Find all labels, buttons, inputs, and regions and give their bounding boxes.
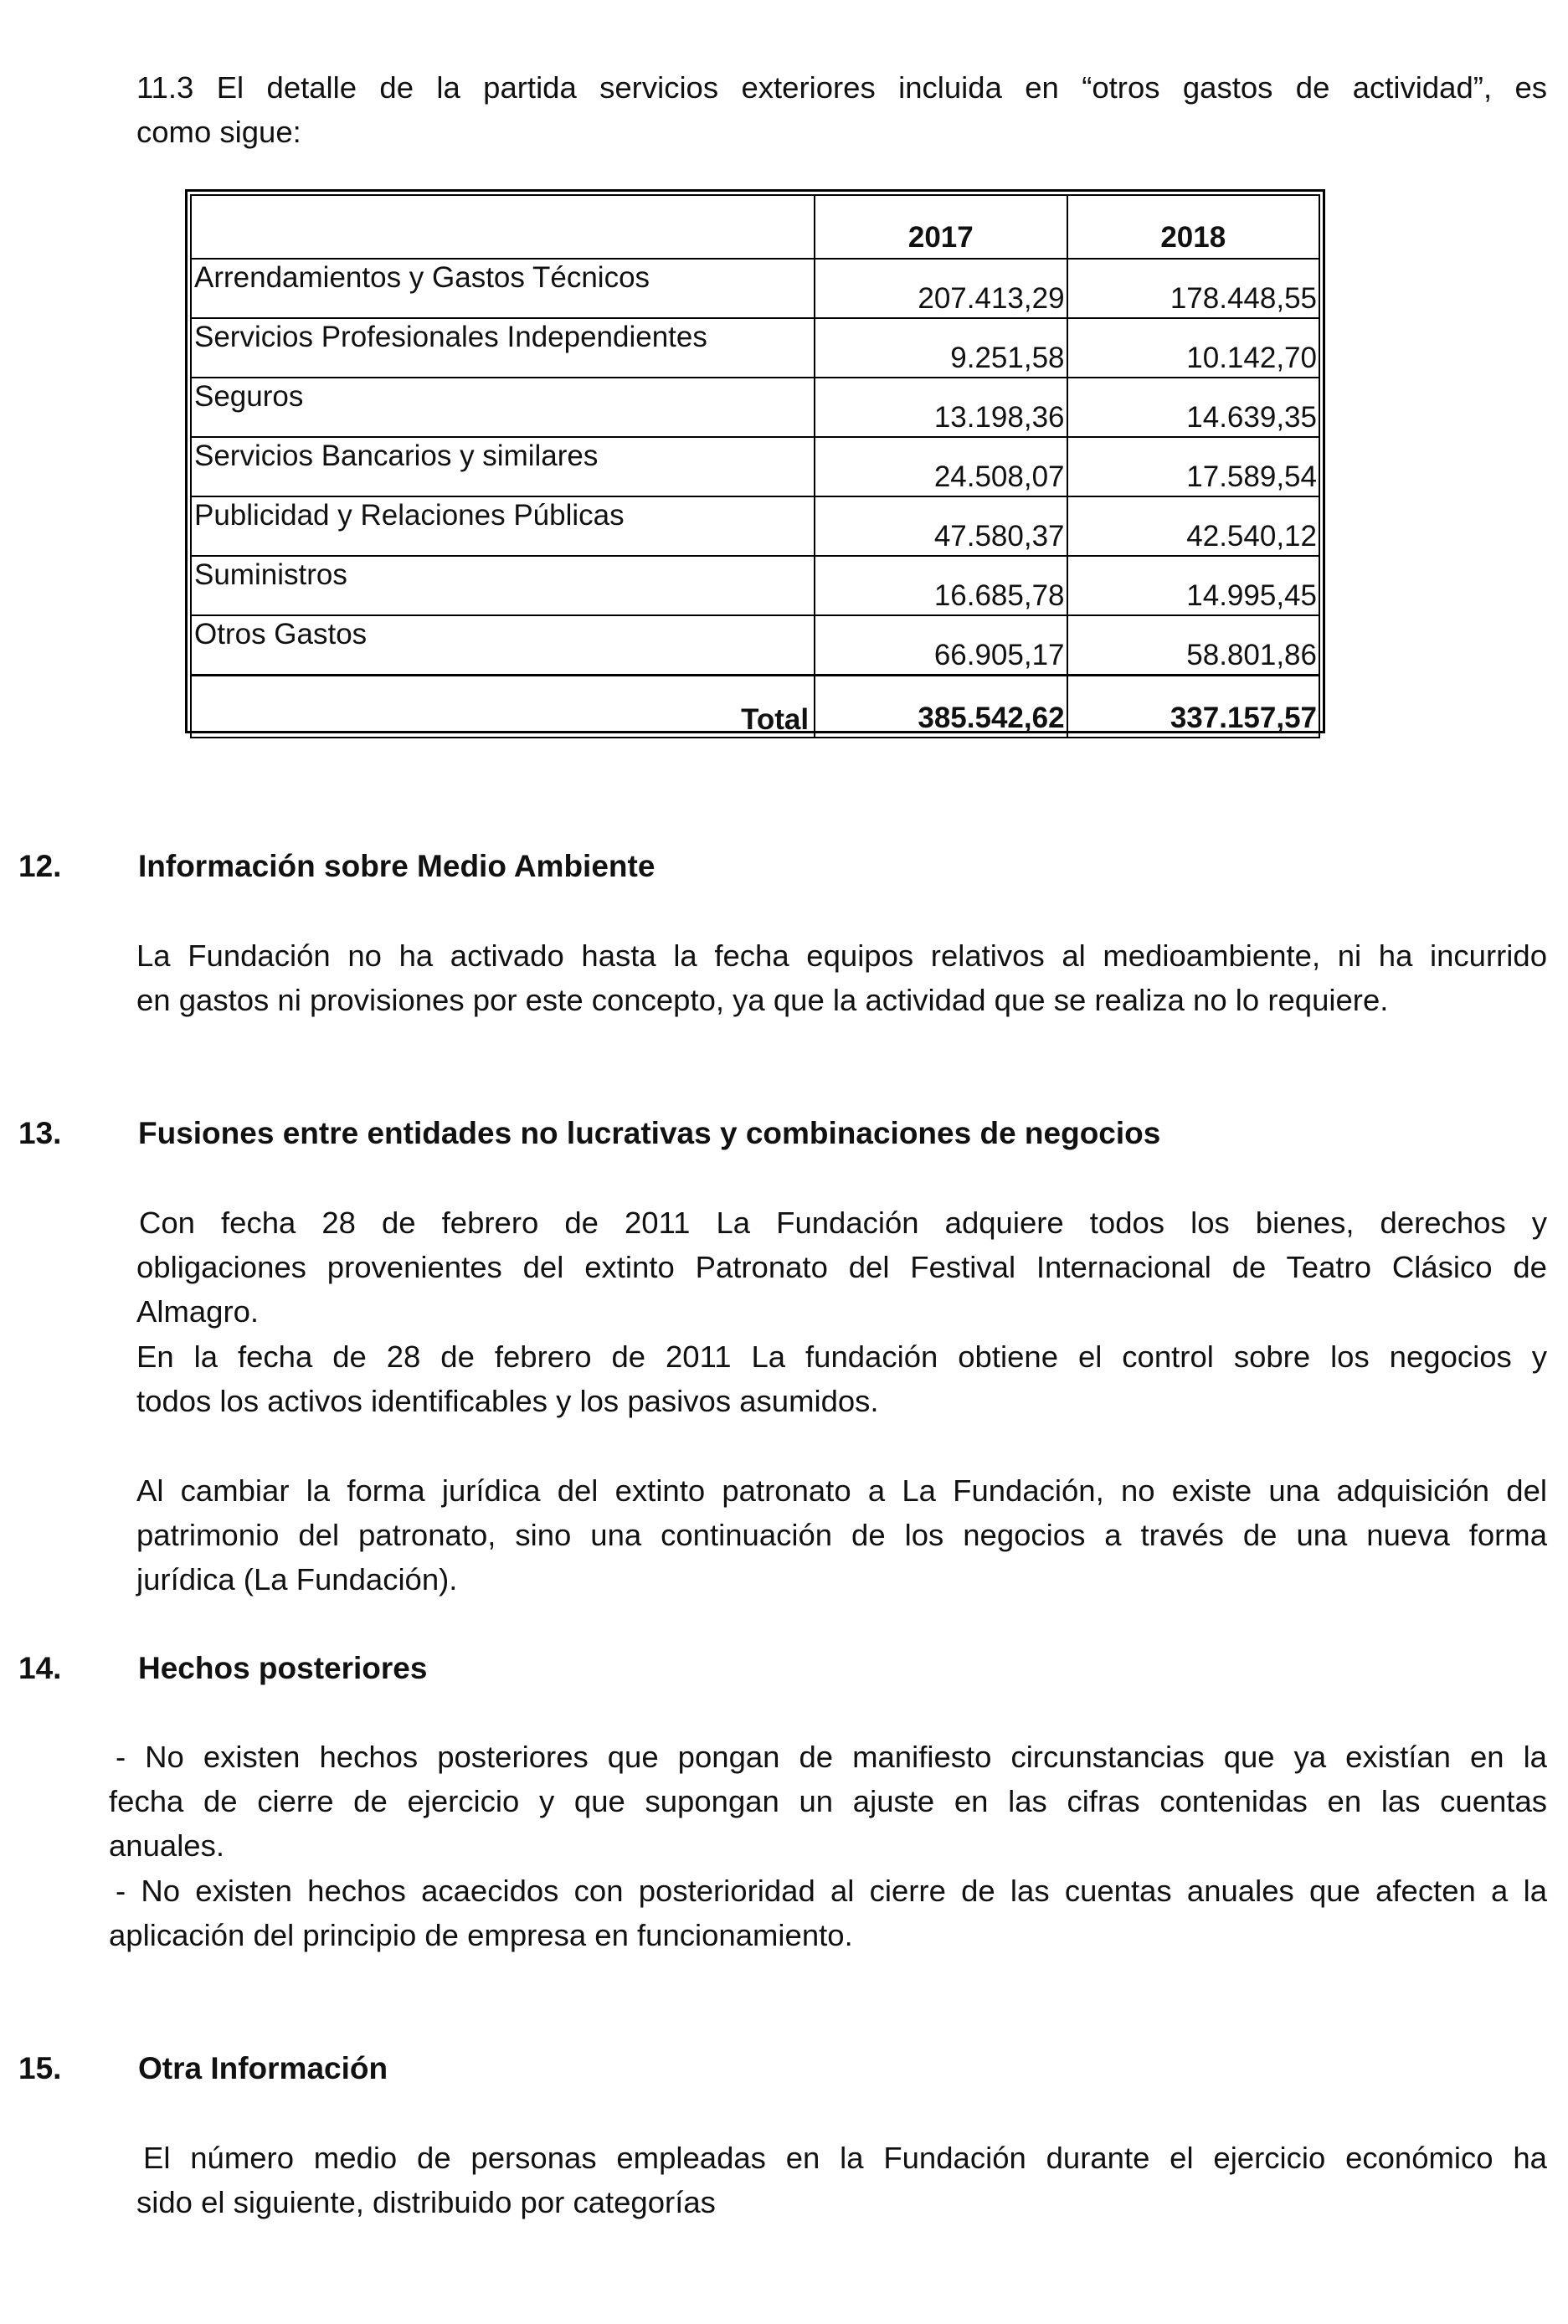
row-value-2018: 17.589,54 (1067, 437, 1319, 496)
total-value-2017: 385.542,62 (815, 676, 1067, 738)
text-line: patrimonio del patronato, sino una continuación de los negocios a través de una nueva forma (136, 1518, 1547, 1552)
text-line: - No existen hechos acaecidos con posterioridad al cierre de las cuentas anuales que afecten a la (116, 1874, 1547, 1908)
row-label: Suministros (191, 556, 815, 615)
row-label: Arrendamientos y Gastos Técnicos (191, 259, 815, 318)
text-line: La Fundación no ha activado hasta la fecha equipos relativos al medioambiente, ni ha incurrido (136, 938, 1547, 973)
section-13-paragraph-2 (136, 1334, 1547, 1423)
row-value-2018: 10.142,70 (1067, 318, 1319, 378)
text-line: El número medio de personas empleadas en la Fundación durante el ejercicio económico ha (143, 2141, 1547, 2175)
table-row (191, 378, 1319, 437)
text-line: aplicación del principio de empresa en funcionamiento. (109, 1918, 853, 1952)
table-header-empty (191, 195, 815, 259)
total-value-2018: 337.157,57 (1067, 676, 1319, 738)
row-label: Seguros (191, 378, 815, 437)
table-row (191, 496, 1319, 556)
text-line: En la fecha de 28 de febrero de 2011 La fundación obtiene el control sobre los negocios y (136, 1339, 1547, 1374)
table-row (191, 556, 1319, 615)
text-line: jurídica (La Fundación). (136, 1562, 458, 1596)
services-table (185, 189, 1325, 736)
text-line: como sigue: (136, 115, 301, 149)
row-value-2017: 24.508,07 (815, 437, 1067, 496)
section-14-paragraph-1 (109, 1735, 1547, 1868)
text-line: Almagro. (136, 1294, 260, 1329)
row-value-2018: 58.801,86 (1067, 615, 1319, 676)
section-13-number: 13. (18, 1116, 62, 1150)
table-row (191, 259, 1319, 318)
row-value-2017: 9.251,58 (815, 318, 1067, 378)
section-12-number: 12. (18, 849, 62, 883)
section-11-3-intro (136, 65, 1547, 154)
text-line: Con fecha 28 de febrero de 2011 La Fundación adquiere todos los bienes, derechos y (139, 1206, 1547, 1240)
table-row (191, 437, 1319, 496)
row-value-2018: 14.995,45 (1067, 556, 1319, 615)
table-header-2018: 2018 (1067, 195, 1319, 259)
text-line: anuales. (109, 1828, 224, 1863)
row-label: Servicios Profesionales Independientes (191, 318, 815, 378)
text-line: sido el siguiente, distribuido por categorías (136, 2185, 716, 2219)
row-value-2018: 42.540,12 (1067, 496, 1319, 556)
section-14-number: 14. (18, 1651, 62, 1685)
row-value-2017: 16.685,78 (815, 556, 1067, 615)
text-line: Al cambiar la forma jurídica del extinto patronato a La Fundación, no existe una adquisición del (136, 1473, 1547, 1508)
row-label: Publicidad y Relaciones Públicas (191, 496, 815, 556)
section-13-title: Fusiones entre entidades no lucrativas y combinaciones de negocios (138, 1116, 1161, 1150)
row-label: Servicios Bancarios y similares (191, 437, 815, 496)
section-15-paragraph (136, 2136, 1547, 2224)
text-line: fecha de cierre de ejercicio y que supongan un ajuste en las cifras contenidas en las cuentas (109, 1784, 1547, 1818)
section-14-title: Hechos posteriores (138, 1651, 428, 1685)
row-value-2017: 207.413,29 (815, 259, 1067, 318)
text-line: todos los activos identificables y los pasivos asumidos. (136, 1384, 879, 1418)
text-line: obligaciones provenientes del extinto Patronato del Festival Internacional de Teatro Clásico de (136, 1250, 1547, 1284)
section-15-title: Otra Información (138, 2051, 388, 2085)
row-label: Otros Gastos (191, 615, 815, 676)
section-14-paragraph-2 (109, 1869, 1547, 1957)
total-label: Total (191, 676, 815, 738)
row-value-2017: 13.198,36 (815, 378, 1067, 437)
section-12-title: Información sobre Medio Ambiente (138, 849, 655, 883)
row-value-2017: 66.905,17 (815, 615, 1067, 676)
table-row (191, 615, 1319, 676)
text-line: 11.3 El detalle de la partida servicios exteriores incluida en “otros gastos de actividad”, es (136, 70, 1547, 105)
text-line: - No existen hechos posteriores que pongan de manifiesto circunstancias que ya existían en la (116, 1740, 1547, 1774)
row-value-2017: 47.580,37 (815, 496, 1067, 556)
table-total-row (191, 676, 1319, 738)
text-line: en gastos ni provisiones por este concepto, ya que la actividad que se realiza no lo requiere. (136, 983, 1389, 1017)
section-13-paragraph-1 (136, 1201, 1547, 1334)
table-row (191, 318, 1319, 378)
table-header-2017: 2017 (815, 195, 1067, 259)
section-12-paragraph (136, 933, 1547, 1022)
row-value-2018: 178.448,55 (1067, 259, 1319, 318)
row-value-2018: 14.639,35 (1067, 378, 1319, 437)
section-15-number: 15. (18, 2051, 62, 2085)
section-13-paragraph-3 (136, 1468, 1547, 1602)
